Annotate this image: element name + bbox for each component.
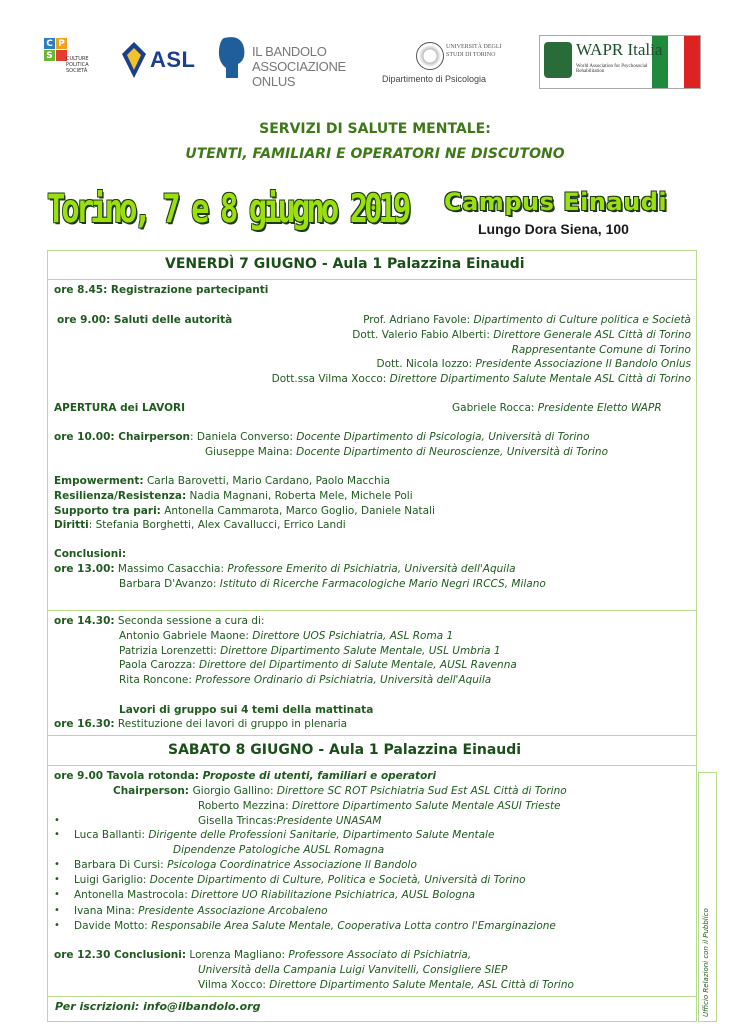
page-subtitle: UTENTI, FAMILIARI E OPERATORI NE DISCUTONO xyxy=(185,146,565,162)
side-label: Ufficio Relazioni con il Pubblico xyxy=(702,908,710,1017)
bullet-icon: • xyxy=(54,859,60,870)
day2-chair-line: Roberto Mezzina: Direttore Dipartimento Salute Mentale ASUI Trieste xyxy=(198,800,561,812)
asl-logo-text: ASL xyxy=(150,47,196,72)
event-address: Lungo Dora Siena, 100 xyxy=(478,221,629,237)
page-title: SERVIZI DI SALUTE MENTALE: xyxy=(259,121,491,137)
cps-letter: C xyxy=(44,38,55,49)
event-venue: Campus Einaudi xyxy=(444,188,668,216)
restitution-line: ore 16.30: Restituzione dei lavori di gruppo in plenaria xyxy=(54,718,348,730)
saluti-label: ore 9.00: Saluti delle autorità xyxy=(57,314,233,326)
day1-header: VENERDÌ 7 GIUGNO - Aula 1 Palazzina Einaudi xyxy=(165,256,525,272)
afternoon-person: Antonio Gabriele Maone: Direttore UOS Psichiatria, ASL Roma 1 xyxy=(119,630,454,642)
bullet-icon: • xyxy=(54,874,60,885)
panelist: Luigi Gariglio: Docente Dipartimento di Culture, Politica e Società, Università di Torino xyxy=(74,874,526,886)
conclusioni-line: Barbara D'Avanzo: Istituto di Ricerche Farmacologiche Mario Negri IRCCS, Milano xyxy=(119,578,546,590)
afternoon-person: Rita Roncone: Professore Ordinario di Psichiatria, Università dell'Aquila xyxy=(119,674,492,686)
topic-line: Empowerment: Carla Barovetti, Mario Cardano, Paolo Macchia xyxy=(54,475,391,487)
wapr-seal-icon xyxy=(544,42,572,78)
bullet-icon: • xyxy=(54,815,60,826)
tavola-line: ore 9.00 Tavola rotonda: Proposte di utenti, familiari e operatori xyxy=(54,770,437,782)
afternoon-person: Paola Carozza: Direttore del Dipartimento di Salute Mentale, AUSL Ravenna xyxy=(119,659,517,671)
chair-line: ore 10.00: Chairperson: Daniela Converso: Docente Dipartimento di Psicologia, Università di Torino xyxy=(54,431,590,443)
wapr-title: WAPR Italia xyxy=(576,40,663,59)
bandolo-head-icon xyxy=(216,34,246,82)
day2-conclusion: Vilma Xocco: Direttore Dipartimento Salute Mentale, ASL Città di Torino xyxy=(198,979,574,991)
conclusioni-label: Conclusioni: xyxy=(54,548,127,560)
bullet-icon: • xyxy=(54,889,60,900)
topic-line: Diritti: Stefania Borghetti, Alex Cavallucci, Errico Landi xyxy=(54,519,346,531)
topic-line: Supporto tra pari: Antonella Cammarota, Marco Goglio, Daniele Natali xyxy=(54,505,435,517)
day2-header: SABATO 8 GIUGNO - Aula 1 Palazzina Einaudi xyxy=(168,742,522,758)
saluti-item: Dott. Valerio Fabio Alberti: Direttore Generale ASL Città di Torino xyxy=(352,329,691,341)
cps-subtitle: CULTURE POLITICA SOCIETÀ xyxy=(66,56,89,74)
university-seal-icon xyxy=(416,42,444,70)
bandolo-logo-text: IL BANDOLO ASSOCIAZIONE ONLUS xyxy=(252,44,346,89)
bullet-icon: • xyxy=(54,920,60,931)
panelist: Luca Ballanti: Dirigente delle Professioni Sanitarie, Dipartimento Salute Mentale xyxy=(74,829,495,841)
cps-letter: S xyxy=(44,50,55,61)
conclusioni-line: ore 13.00: Massimo Casacchia: Professore Emerito di Psichiatria, Università dell'Aquila xyxy=(54,563,516,575)
cps-letter: P xyxy=(56,38,67,49)
department-label: Dipartimento di Psicologia xyxy=(382,74,487,84)
apertura-label: APERTURA dei LAVORI xyxy=(54,402,186,414)
saluti-item: Dott. Nicola Iozzo: Presidente Associazione Il Bandolo Onlus xyxy=(376,358,691,370)
panelist: Barbara Di Cursi: Psicologa Coordinatrice Associazione Il Bandolo xyxy=(74,859,417,871)
bullet-icon: • xyxy=(54,829,60,840)
registration: ore 8.45: Registrazione partecipanti xyxy=(54,284,269,296)
cps-logo xyxy=(44,38,66,76)
group-work: Lavori di gruppo sui 4 temi della mattinata xyxy=(119,704,374,716)
wapr-subtitle: World Association for Psychosocial Rehabilitation xyxy=(576,64,648,74)
day2-conclusion: ore 12.30 Conclusioni: Lorenza Magliano: Professore Associato di Psichiatria, xyxy=(54,949,472,961)
event-date: Torino, 7 e 8 giugno 2019 xyxy=(47,187,408,232)
bullet-icon: • xyxy=(54,905,60,916)
university-name: UNIVERSITÀ DEGLI STUDI DI TORINO xyxy=(446,44,502,58)
apertura-speaker: Gabriele Rocca: Presidente Eletto WAPR xyxy=(452,402,662,414)
afternoon-person: Patrizia Lorenzetti: Direttore Dipartimento Salute Mentale, USL Umbria 1 xyxy=(119,645,501,657)
registration-contact[interactable]: Per iscrizioni: info@ilbandolo.org xyxy=(55,1000,261,1013)
panelist: Ivana Mina: Presidente Associazione Arcobaleno xyxy=(74,905,328,917)
saluti-item: Dott.ssa Vilma Xocco: Direttore Dipartimento Salute Mentale ASL Città di Torino xyxy=(271,373,691,385)
day2-chair-line: Chairperson: Giorgio Gallino: Direttore SC ROT Psichiatria Sud Est ASL Città di Torino xyxy=(113,785,567,797)
panelist: Antonella Mastrocola: Direttore UO Riabilitazione Psichiatrica, AUSL Bologna xyxy=(74,889,476,901)
saluti-item: Prof. Adriano Favole: Dipartimento di Culture politica e Società xyxy=(363,314,691,326)
chair-line: Giuseppe Maina: Docente Dipartimento di Neuroscienze, Università di Torino xyxy=(205,446,608,458)
saluti-item: Rappresentante Comune di Torino xyxy=(511,344,691,356)
afternoon-intro: ore 14.30: Seconda sessione a cura di: xyxy=(54,615,265,627)
panelist-role-cont: Dipendenze Patologiche AUSL Romagna xyxy=(173,844,385,856)
day2-chair-line: Gisella Trincas:Presidente UNASAM xyxy=(198,815,382,827)
asl-emblem-icon xyxy=(120,40,148,80)
panelist: Davide Motto: Responsabile Area Salute Mentale, Cooperativa Lotta contro l'Emarginazione xyxy=(74,920,556,932)
day2-conclusion-cont: Università della Campania Luigi Vanvitelli, Consigliere SIEP xyxy=(198,964,508,976)
topic-line: Resilienza/Resistenza: Nadia Magnani, Roberta Mele, Michele Poli xyxy=(54,490,413,502)
